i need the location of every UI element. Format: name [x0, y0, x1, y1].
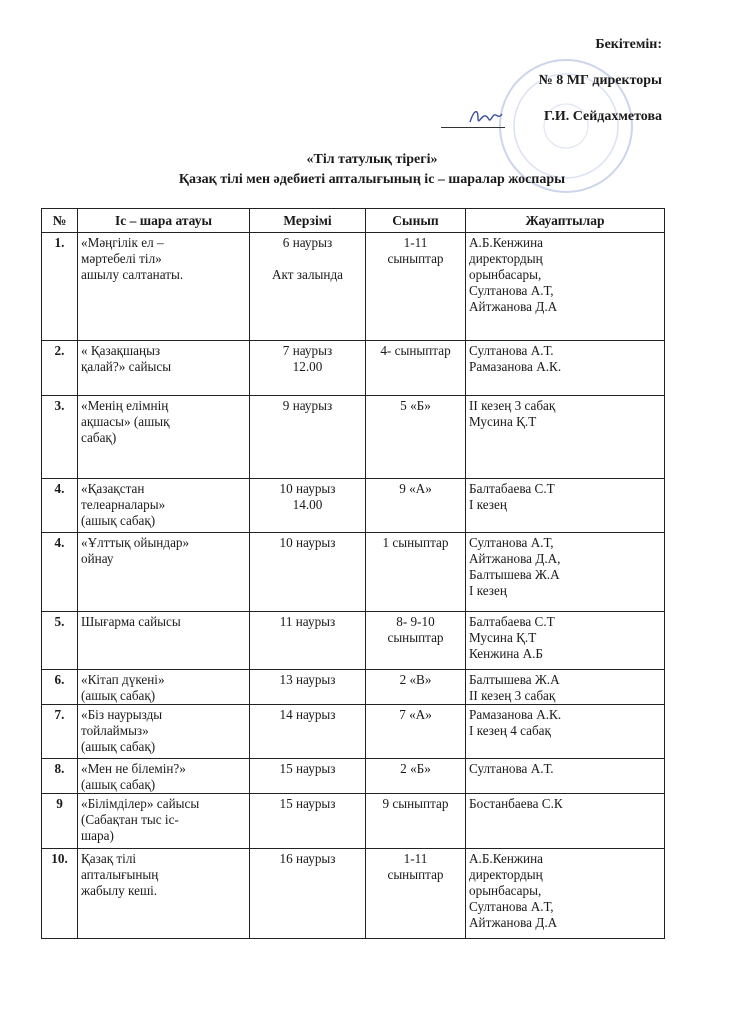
- row-number: 6.: [42, 670, 78, 705]
- row-class: 7 «А»: [366, 705, 466, 759]
- header-responsible: Жауаптылар: [466, 209, 665, 233]
- row-date: 7 наурыз 12.00: [250, 341, 366, 396]
- approval-label: Бекітемін:: [595, 37, 662, 52]
- row-number: 2.: [42, 341, 78, 396]
- row-number: 1.: [42, 233, 78, 341]
- row-event: «Біз наурызды тойлаймыз» (ашық сабақ): [78, 705, 250, 759]
- row-date: 6 наурыз Акт залында: [250, 233, 366, 341]
- row-responsible: Бостанбаева С.К: [466, 794, 665, 849]
- row-event: « Қазақшаңыз қалай?» сайысы: [78, 341, 250, 396]
- row-date: 11 наурыз: [250, 612, 366, 670]
- document-title: Қазақ тілі мен әдебиеті апталығының іс – шаралар жоспары: [178, 172, 566, 187]
- table-row: [42, 670, 665, 705]
- row-date: 9 наурыз: [250, 396, 366, 479]
- row-responsible: ІІ кезең 3 сабақ Мусина Қ.Т: [466, 396, 665, 479]
- table-row: [42, 705, 665, 759]
- signature-line: [441, 127, 505, 128]
- row-date: 16 наурыз: [250, 849, 366, 939]
- row-number: 9: [42, 794, 78, 849]
- table-row: [42, 341, 665, 396]
- table-row: [42, 233, 665, 341]
- row-responsible: А.Б.Кенжина директордың орынбасары, Султанова А.Т, Айтжанова Д.А: [466, 233, 665, 341]
- row-event: «Кітап дүкені» (ашық сабақ): [78, 670, 250, 705]
- table-row: [42, 794, 665, 849]
- row-class: 2 «Б»: [366, 759, 466, 794]
- row-class: 8- 9-10 сыныптар: [366, 612, 466, 670]
- approval-name: Г.И. Сейдахметова: [543, 109, 662, 124]
- header-date: Мерзімі: [250, 209, 366, 233]
- table-row: [42, 612, 665, 670]
- row-number: 5.: [42, 612, 78, 670]
- row-number: 4.: [42, 479, 78, 533]
- row-event: «Ұлттық ойындар» ойнау: [78, 533, 250, 612]
- approval-block: [539, 34, 662, 128]
- row-class: 1 сыныптар: [366, 533, 466, 612]
- row-class: 9 «А»: [366, 479, 466, 533]
- table-row: [42, 533, 665, 612]
- table-row: [42, 759, 665, 794]
- row-number: 4.: [42, 533, 78, 612]
- row-event: «Қазақстан телеарналары» (ашық сабақ): [78, 479, 250, 533]
- row-date: 10 наурыз 14.00: [250, 479, 366, 533]
- row-event: «Мәңгілік ел – мәртебелі тіл» ашылу салтанаты.: [78, 233, 250, 341]
- row-date: 13 наурыз: [250, 670, 366, 705]
- row-responsible: Султанова А.Т, Айтжанова Д.А, Балтышева Ж.А І кезең: [466, 533, 665, 612]
- row-date: 14 наурыз: [250, 705, 366, 759]
- row-event: «Мен не білемін?» (ашық сабақ): [78, 759, 250, 794]
- row-number: 3.: [42, 396, 78, 479]
- header-class: Сынып: [366, 209, 466, 233]
- row-class: 1-11 сыныптар: [366, 849, 466, 939]
- row-date: 15 наурыз: [250, 759, 366, 794]
- row-responsible: А.Б.Кенжина директордың орынбасары, Султанова А.Т, Айтжанова Д.А: [466, 849, 665, 939]
- row-responsible: Балтабаева С.Т І кезең: [466, 479, 665, 533]
- document-motto: «Тіл татулық тірегі»: [306, 152, 438, 167]
- row-date: 15 наурыз: [250, 794, 366, 849]
- row-class: 1-11 сыныптар: [366, 233, 466, 341]
- row-number: 8.: [42, 759, 78, 794]
- row-number: 10.: [42, 849, 78, 939]
- row-event: Шығарма сайысы: [78, 612, 250, 670]
- header-number: №: [42, 209, 78, 233]
- table-row: [42, 479, 665, 533]
- row-responsible: Балтышева Ж.А ІІ кезең 3 сабақ: [466, 670, 665, 705]
- row-class: 9 сыныптар: [366, 794, 466, 849]
- row-class: 2 «В»: [366, 670, 466, 705]
- row-responsible: Султанова А.Т. Рамазанова А.К.: [466, 341, 665, 396]
- table-header-row: [42, 209, 665, 233]
- row-event: «Білімділер» сайысы (Сабақтан тыс іс- шара): [78, 794, 250, 849]
- events-plan-table: [41, 208, 665, 939]
- row-event: Қазақ тілі апталығының жабылу кеші.: [78, 849, 250, 939]
- row-class: 5 «Б»: [366, 396, 466, 479]
- row-date: 10 наурыз: [250, 533, 366, 612]
- row-responsible: Султанова А.Т.: [466, 759, 665, 794]
- row-class: 4- сыныптар: [366, 341, 466, 396]
- row-responsible: Рамазанова А.К. І кезең 4 сабақ: [466, 705, 665, 759]
- approval-position: № 8 МГ директоры: [538, 73, 662, 88]
- row-number: 7.: [42, 705, 78, 759]
- row-event: «Менің елімнің ақшасы» (ашық сабақ): [78, 396, 250, 479]
- table-row: [42, 396, 665, 479]
- table-row: [42, 849, 665, 939]
- header-event: Іс – шара атауы: [78, 209, 250, 233]
- row-responsible: Балтабаева С.Т Мусина Қ.Т Кенжина А.Б: [466, 612, 665, 670]
